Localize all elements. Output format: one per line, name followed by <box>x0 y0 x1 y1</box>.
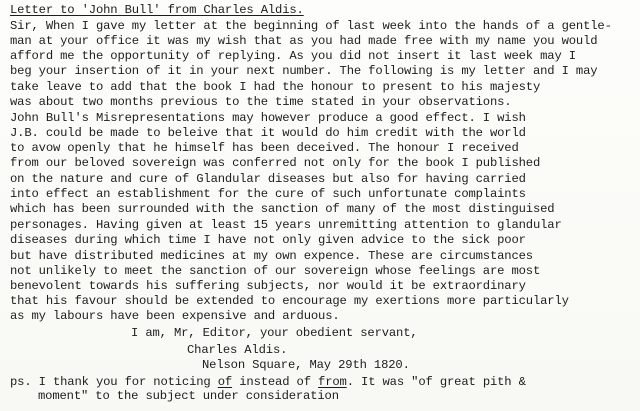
body-line-17: not unlikely to meet the sanction of our sovereign whose feelings are most <box>10 264 541 278</box>
letter-title: Letter to 'John Bull' from Charles Aldis. <box>10 3 304 17</box>
address-date: Nelson Square, May 29th 1820. <box>202 358 410 372</box>
body-line-6: was about two months previous to the time stated in your observations. <box>10 95 512 109</box>
body-line-19: that his favour should be extended to encourage my exertions more particularly <box>10 294 569 308</box>
postscript-middle: instead of <box>232 375 319 389</box>
body-line-11: on the nature and cure of Glandular diseases but also for having carried <box>10 172 526 186</box>
body-line-4: beg your insertion of it in your next number. The following is my letter and I may <box>10 64 598 78</box>
postscript-line-1 <box>10 375 526 389</box>
postscript-prefix: ps. I thank you for noticing <box>10 375 218 389</box>
body-line-10: from our beloved sovereign was conferred not only for the book I published <box>10 156 541 170</box>
body-line-16: but have distributed medicines at my own expence. These are circumstances <box>10 249 533 263</box>
body-line-7: John Bull's Misrepresentations may however produce a good effect. I wish <box>10 111 526 125</box>
body-line-5: take leave to add that the book I had the honour to present to his majesty <box>10 80 541 94</box>
body-line-14: personages. Having given at least 15 years unremitting attention to glandular <box>10 218 562 232</box>
body-line-8: J.B. could be made to beleive that it would do him credit with the world <box>10 126 526 140</box>
closing-line: I am, Mr, Editor, your obedient servant, <box>131 326 418 340</box>
signature: Charles Aldis. <box>187 343 288 357</box>
body-line-2: man at your office it was my wish that as you had made free with my name you would <box>10 34 598 48</box>
body-line-12: into effect an establishment for the cure of such unfortunate complaints <box>10 187 526 201</box>
body-line-13: which has been surrounded with the sanction of many of the most distinguised <box>10 202 555 216</box>
postscript-suffix: . It was "of great pith & <box>346 375 526 389</box>
underlined-word-of: of <box>217 375 233 389</box>
body-line-3: afford me the opportunity of replying. As you did not insert it last week may I <box>10 49 576 63</box>
body-line-1: Sir, When I gave my letter at the beginning of last week into the hands of a gentle- <box>10 19 612 33</box>
body-line-18: benevolent towards his suffering subjects, nor would it be extraordinary <box>10 279 526 293</box>
body-line-15: diseases during which time I have not only given advice to the sick poor <box>10 233 526 247</box>
underlined-word-from: from <box>318 375 347 389</box>
postscript-line-2: moment" to the subject under consideration <box>38 389 339 403</box>
body-line-9: to avow openly that he himself has been deceived. The honour I received <box>10 141 519 155</box>
body-line-20: as my labours have been expensive and arduous. <box>10 309 340 323</box>
